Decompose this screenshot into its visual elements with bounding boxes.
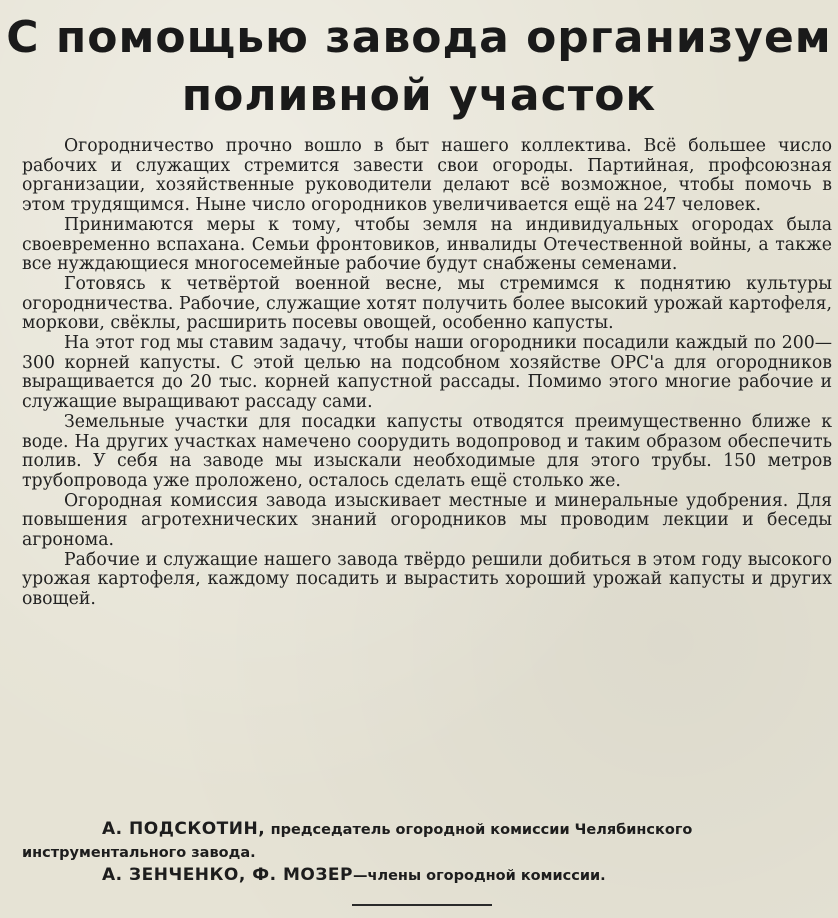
paragraph-6: Огородная комиссия завода изыскивает местные и минеральные удобрения. Для повышения агротехнических знаний огородников мы проводим лекции и беседы агронома.: [22, 490, 832, 551]
paragraph-4: На этот год мы ставим задачу, чтобы наши огородники посадили каждый по 200—300 корней капусты. С этой целью на подсобном хозяйстве ОРС'а для огородников выращивается до 20 тыс. корней капустной рассады. Помимо этого многие рабочие и служащие выращивают рассаду сами.: [22, 333, 832, 413]
paragraph-5: Земельные участки для посадки капусты отводятся преимущественно ближе к воде. На других участках намечено соорудить водопровод и таким образом обеспечить полив. У себя на заводе мы изыскали необходимые для этого трубы. 150 метров трубопровода уже проложено, осталось сделать ещё столько же.: [22, 411, 832, 491]
signature-role-2: —члены огородной комиссии.: [353, 868, 606, 884]
headline-line-2: поливной участок: [181, 70, 657, 121]
signature-name-1: А. ПОДСКОТИН,: [102, 819, 266, 839]
paragraph-1: Огородничество прочно вошло в быт нашего коллектива. Всё большее число рабочих и служащих стремится завести свои огороды. Партийная, профсоюзная организации, хозяйственные руководители делают всё возможное, чтобы помочь в этом трудящимся. Ныне число огородников увеличивается ещё на 247 человек.: [22, 136, 832, 216]
paragraph-7: Рабочие и служащие нашего завода твёрдо решили добиться в этом году высокого урожая картофеля, каждому посадить и вырастить хороший урожай капусты и других овощей.: [22, 549, 832, 610]
signature-line-1: [22, 818, 832, 864]
end-rule: [352, 904, 492, 906]
signature-line-2: [22, 864, 832, 887]
paragraph-3: Готовясь к четвёртой военной весне, мы стремимся к поднятию культуры огородничества. Рабочие, служащие хотят получить более высокий урожай картофеля, моркови, свёклы, расширить посевы овощей, особенно капусты.: [22, 273, 832, 334]
signature-role-1: председатель огородной комиссии Челябинского инструментального завода.: [22, 822, 693, 861]
signature-block: [22, 818, 832, 887]
signature-names-2: А. ЗЕНЧЕНКО, Ф. МОЗЕР: [102, 865, 354, 885]
headline-line-1: С помощью завода организуем: [6, 12, 832, 63]
paragraph-2: Принимаются меры к тому, чтобы земля на индивидуальных огородах была своевременно вспахана. Семьи фронтовиков, инвалиды Отечественной войны, а также все нуждающиеся многосемейные рабочие будут снабжены семенами.: [22, 214, 832, 275]
article-body: [22, 137, 832, 610]
